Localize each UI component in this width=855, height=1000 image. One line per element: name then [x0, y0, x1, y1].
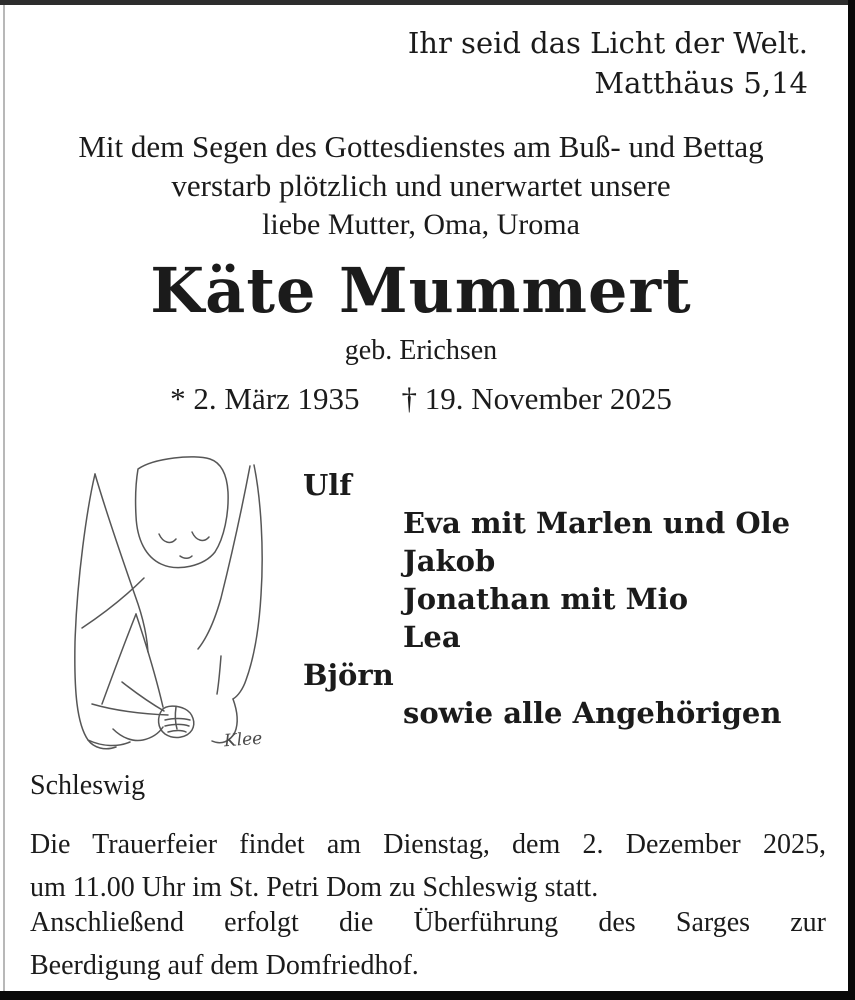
quote-source: Matthäus 5,14: [594, 66, 808, 100]
angel-line-drawing: [58, 452, 308, 762]
mourners-list: [303, 466, 790, 732]
funeral-info: [30, 823, 826, 909]
frame-top: [0, 0, 855, 5]
mourner-line: Eva mit Marlen und Ole: [403, 506, 791, 540]
funeral-info-line-1: Die Trauerfeier findet am Dienstag, dem 2. Dezember 2025,: [30, 829, 826, 860]
frame-bottom: [0, 991, 855, 1000]
funeral-info-line-2: um 11.00 Uhr im St. Petri Dom zu Schleswig statt.: [30, 872, 599, 903]
mourner-line: Lea: [403, 620, 461, 654]
scripture-quote: [408, 23, 808, 103]
maiden-name: geb. Erichsen: [344, 335, 498, 366]
mourner-line: Jakob: [403, 544, 496, 578]
relation-line: liebe Mutter, Oma, Uroma: [262, 208, 580, 241]
burial-info-line-2: Beerdigung auf dem Domfriedhof.: [30, 950, 419, 981]
burial-info-line-1: Anschließend erfolgt die Überführung des Sarges zur: [30, 907, 826, 938]
deceased-name: Käte Mummert: [150, 254, 692, 327]
artist-signature: Klee: [223, 728, 263, 752]
death-date: † 19. November 2025: [401, 381, 672, 416]
burial-info: [30, 901, 826, 987]
birth-date: * 2. März 1935: [170, 381, 360, 416]
angel-sketch-svg: [58, 452, 308, 762]
intro-text: [25, 127, 817, 205]
mourner-line: Björn: [303, 658, 394, 692]
city-line: Schleswig: [30, 770, 146, 801]
intro-line-1: Mit dem Segen des Gottesdienstes am Buß- und Bettag: [78, 129, 764, 164]
mourner-line: Jonathan mit Mio: [403, 582, 689, 616]
quote-text: Ihr seid das Licht der Welt.: [407, 26, 808, 60]
life-dates: [0, 381, 842, 417]
frame-right: [848, 0, 855, 1000]
intro-line-2: verstarb plötzlich und unerwartet unsere: [171, 168, 671, 203]
mourner-line: sowie alle Angehörigen: [403, 696, 782, 730]
frame-left: [3, 5, 5, 991]
mourner-line: Ulf: [303, 468, 352, 502]
